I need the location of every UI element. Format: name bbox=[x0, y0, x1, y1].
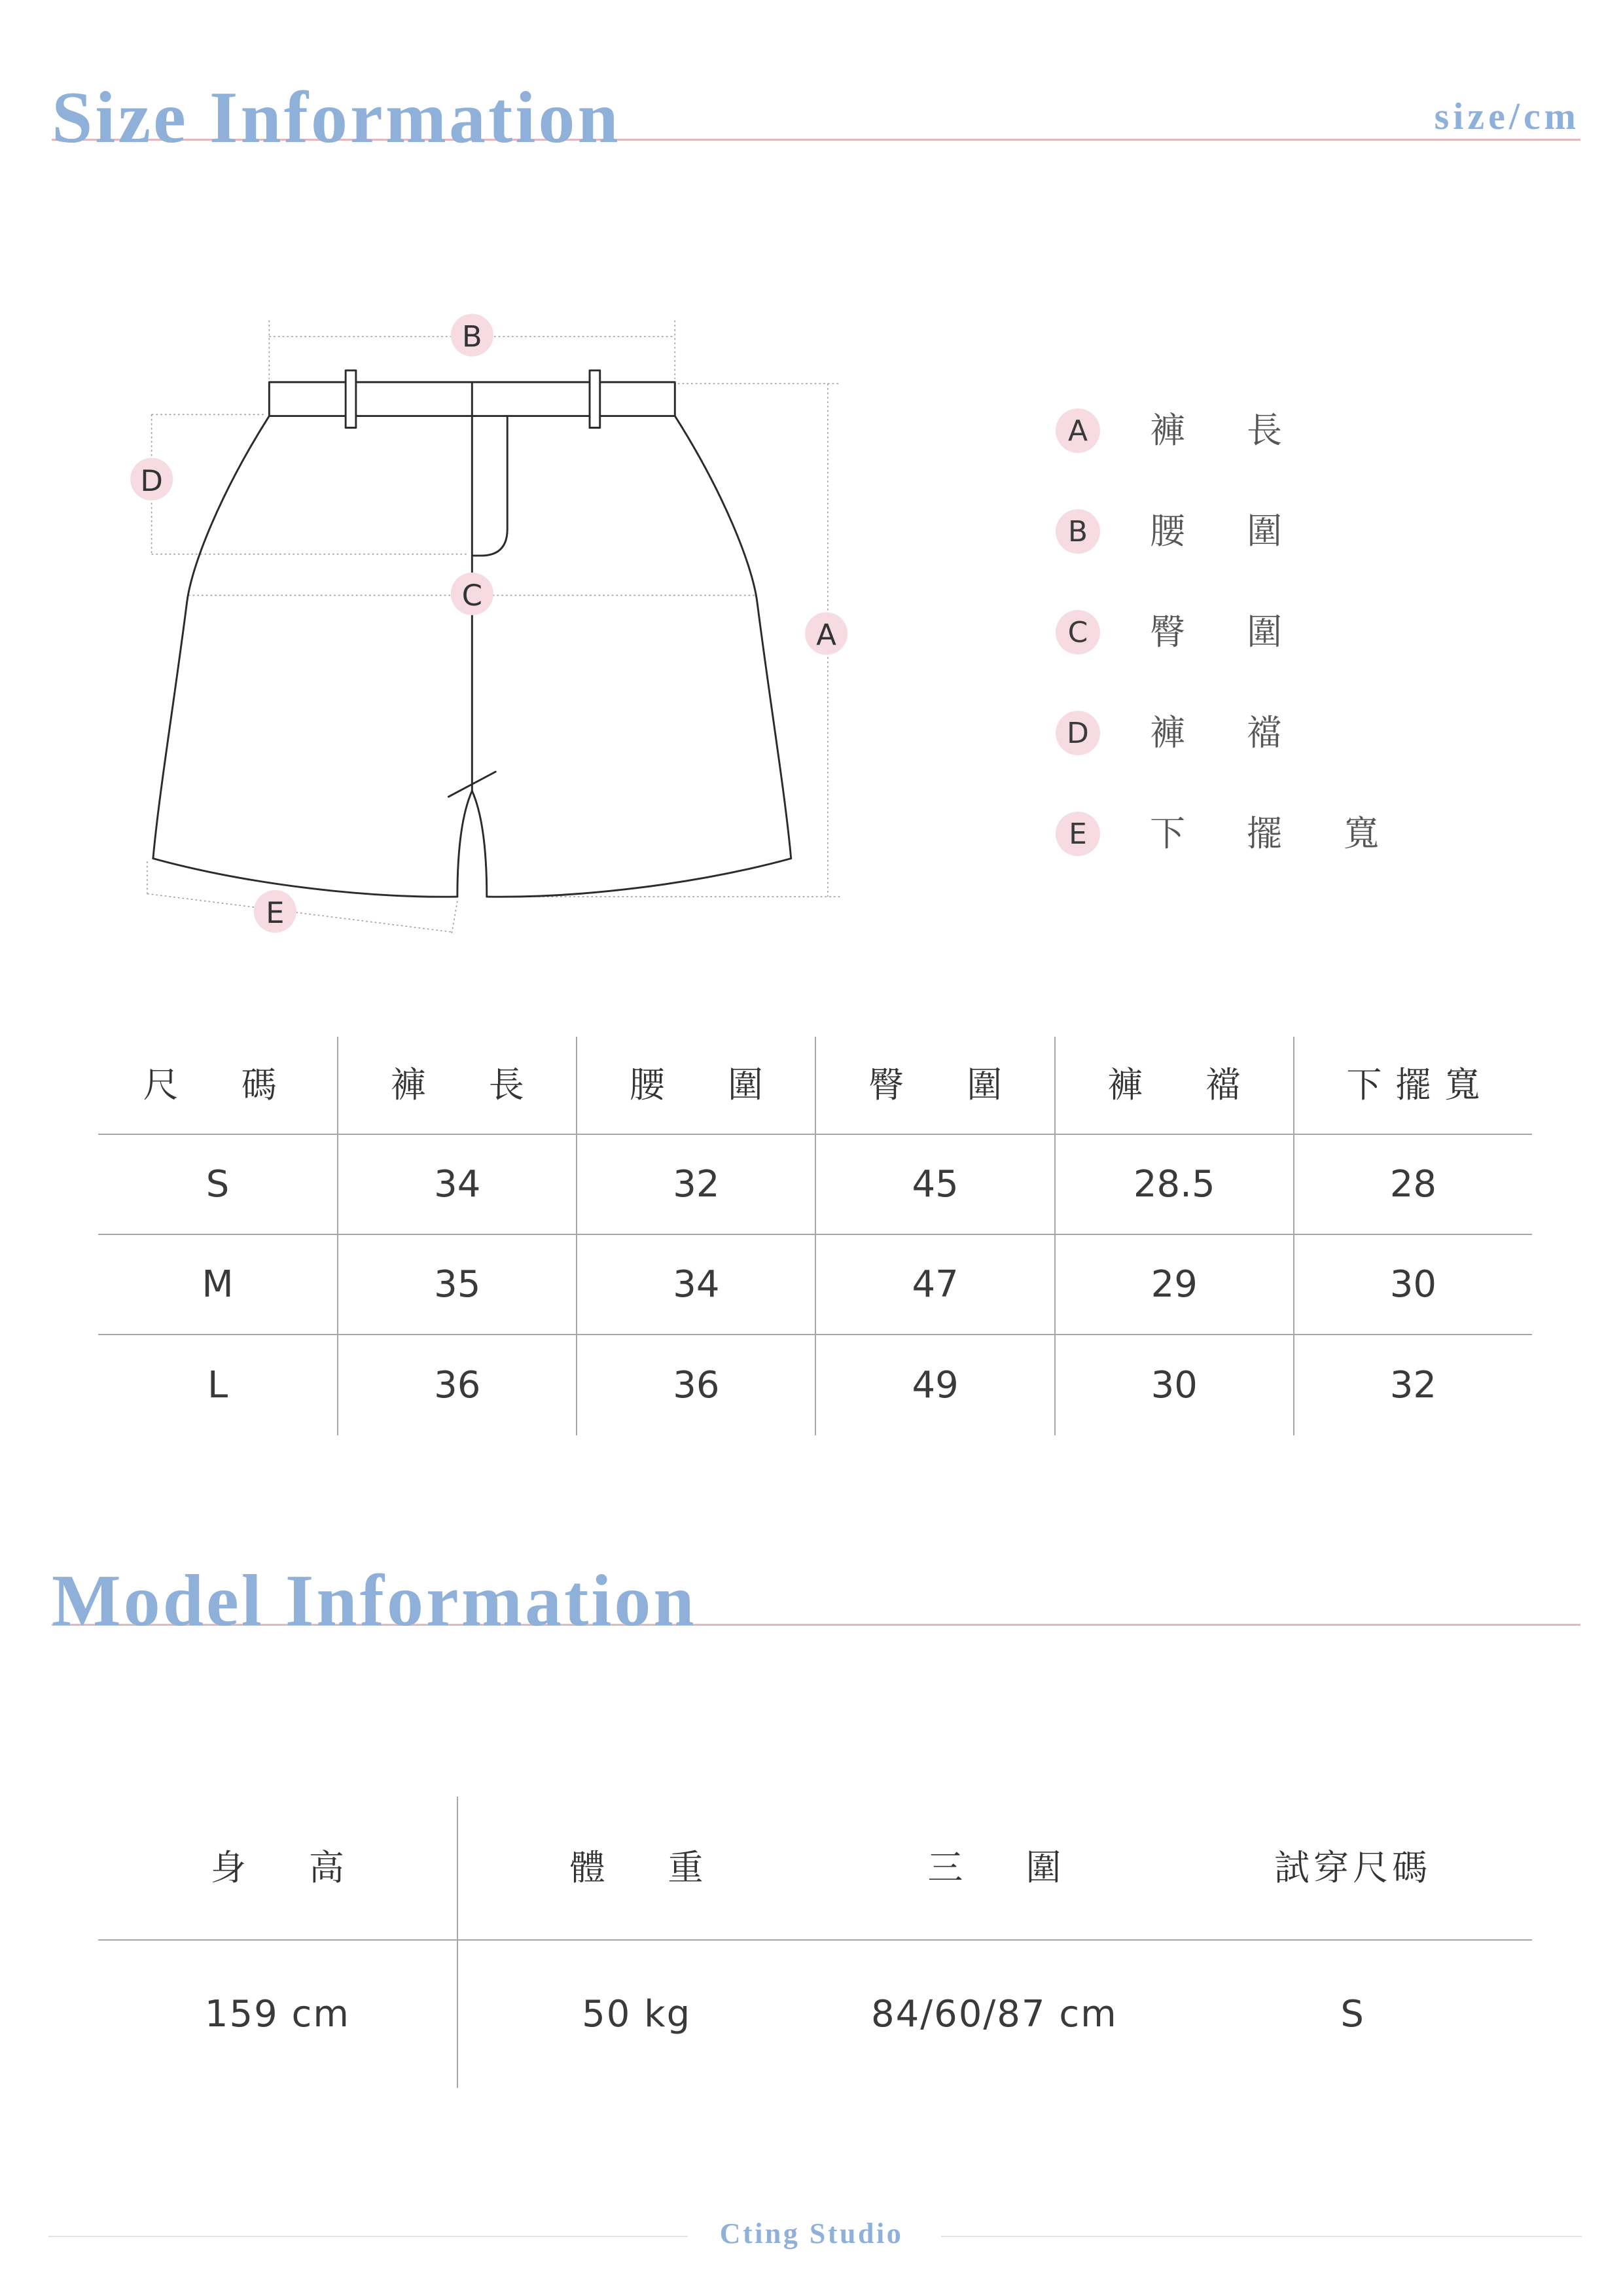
label-char: 襠 bbox=[1205, 1064, 1241, 1105]
size-unit-label: size/cm bbox=[1434, 95, 1580, 137]
label-char: 高 bbox=[308, 1847, 344, 1888]
shorts-measurement-diagram bbox=[118, 294, 882, 956]
label-char: 尺 bbox=[143, 1064, 179, 1105]
header-cell-waist bbox=[576, 1037, 815, 1134]
label-char: 圍 bbox=[1026, 1847, 1061, 1888]
label-char: 擺 bbox=[1395, 1064, 1431, 1105]
guide-d-rise bbox=[152, 414, 469, 554]
label-char: 襠 bbox=[1247, 712, 1282, 753]
table-cell: 29 bbox=[1054, 1235, 1293, 1334]
table-cell: 34 bbox=[337, 1135, 576, 1234]
fly-stitch bbox=[472, 416, 507, 556]
label-char: 寬 bbox=[1444, 1064, 1480, 1105]
table-cell: 47 bbox=[815, 1235, 1054, 1334]
right-side-seam bbox=[675, 416, 791, 859]
table-cell: 28 bbox=[1293, 1135, 1532, 1234]
legend-label bbox=[1150, 610, 1282, 655]
model-height-value: 159 cm bbox=[204, 1992, 350, 2036]
belt-loop-right bbox=[590, 370, 600, 428]
table-cell: 36 bbox=[576, 1335, 815, 1435]
diagram-markers bbox=[130, 314, 847, 933]
header-label bbox=[1346, 1066, 1480, 1105]
legend-item-e bbox=[1056, 812, 1379, 856]
diagram-marker-e bbox=[254, 890, 296, 933]
table-cell: 30 bbox=[1293, 1235, 1532, 1334]
table-row bbox=[98, 1135, 1532, 1235]
size-table-header-row bbox=[98, 1037, 1532, 1135]
label-char: 體 bbox=[569, 1847, 605, 1888]
legend-marker: D bbox=[1056, 711, 1100, 755]
label-char: 碼 bbox=[241, 1064, 277, 1105]
size-information-title: Size Information bbox=[52, 77, 621, 158]
label-char: 身 bbox=[210, 1847, 246, 1888]
table-cell: 45 bbox=[815, 1135, 1054, 1234]
table-cell-size: M bbox=[202, 1263, 234, 1306]
header-cell-height bbox=[98, 1797, 457, 1939]
label-char: 重 bbox=[668, 1847, 704, 1888]
diagram-marker-b bbox=[451, 314, 493, 356]
label-char: 褲 bbox=[390, 1064, 426, 1105]
legend-item-a bbox=[1056, 408, 1379, 453]
table-cell-size: S bbox=[205, 1162, 230, 1206]
legend-marker: B bbox=[1056, 509, 1100, 554]
header-label bbox=[570, 1848, 704, 1888]
left-hem bbox=[153, 859, 457, 897]
diagram-marker-c bbox=[451, 573, 493, 615]
table-cell: 32 bbox=[576, 1135, 815, 1234]
legend-label bbox=[1150, 812, 1379, 856]
model-size-value: S bbox=[1340, 1992, 1365, 2036]
label-char: 褲 bbox=[1150, 410, 1185, 451]
footer-brand: Cting Studio bbox=[719, 2217, 904, 2250]
guide-a-length bbox=[490, 384, 841, 897]
label-char: 下 bbox=[1346, 1064, 1382, 1105]
legend-label bbox=[1150, 509, 1282, 554]
label-char: 擺 bbox=[1247, 813, 1282, 854]
header-label bbox=[143, 1066, 277, 1105]
legend-item-d bbox=[1056, 711, 1379, 755]
header-cell-hem bbox=[1293, 1037, 1532, 1134]
shorts-outline bbox=[153, 370, 791, 897]
measurement-guides bbox=[147, 321, 841, 935]
legend-label bbox=[1150, 408, 1282, 453]
header-label bbox=[211, 1848, 344, 1888]
header-label: 試穿尺碼 bbox=[1274, 1847, 1432, 1888]
guide-e-hem bbox=[147, 861, 457, 935]
header-cell-measurements bbox=[815, 1797, 1174, 1939]
legend-marker: C bbox=[1056, 610, 1100, 655]
legend-item-b bbox=[1056, 509, 1379, 554]
measurement-legend bbox=[1056, 408, 1379, 856]
header-cell-hip bbox=[815, 1037, 1054, 1134]
size-table bbox=[98, 1037, 1532, 1435]
label-char: 褲 bbox=[1150, 712, 1185, 753]
diagram-marker-a bbox=[805, 612, 847, 655]
label-char: 圍 bbox=[967, 1064, 1003, 1105]
belt-loop-left bbox=[346, 370, 356, 428]
header-cell-size bbox=[98, 1037, 337, 1134]
model-table-row bbox=[98, 1941, 1532, 2088]
table-cell: 34 bbox=[576, 1235, 815, 1334]
header-cell-fitting-size bbox=[1173, 1797, 1532, 1939]
table-cell: 36 bbox=[337, 1335, 576, 1435]
table-cell: 35 bbox=[337, 1235, 576, 1334]
table-cell: 30 bbox=[1054, 1335, 1293, 1435]
marker-letter: D bbox=[140, 463, 163, 498]
model-weight-value: 50 kg bbox=[457, 1941, 815, 2088]
label-char: 圍 bbox=[1247, 511, 1282, 552]
label-char: 長 bbox=[488, 1064, 524, 1105]
diagram-marker-d bbox=[130, 458, 173, 501]
label-char: 寬 bbox=[1344, 813, 1379, 854]
table-cell-size: L bbox=[207, 1363, 228, 1407]
table-cell: 28.5 bbox=[1054, 1135, 1293, 1234]
header-label bbox=[868, 1066, 1002, 1105]
model-table bbox=[98, 1797, 1532, 2088]
legend-label bbox=[1150, 711, 1282, 755]
left-inseam bbox=[457, 791, 472, 897]
label-char: 臀 bbox=[868, 1064, 904, 1105]
table-cell: 49 bbox=[815, 1335, 1054, 1435]
legend-item-c bbox=[1056, 610, 1379, 655]
label-char: 三 bbox=[927, 1847, 963, 1888]
label-char: 長 bbox=[1247, 410, 1282, 451]
table-row bbox=[98, 1235, 1532, 1335]
label-char: 圍 bbox=[1247, 611, 1282, 653]
header-label bbox=[927, 1848, 1061, 1888]
header-cell-rise bbox=[1054, 1037, 1293, 1134]
legend-marker: E bbox=[1056, 812, 1100, 856]
model-information-title: Model Information bbox=[52, 1560, 697, 1641]
right-inseam bbox=[472, 791, 486, 897]
marker-letter: C bbox=[461, 578, 483, 613]
label-char: 臀 bbox=[1150, 611, 1185, 653]
label-char: 腰 bbox=[1150, 511, 1185, 552]
label-char: 下 bbox=[1150, 813, 1185, 854]
marker-letter: E bbox=[266, 895, 285, 931]
label-char: 腰 bbox=[629, 1064, 665, 1105]
legend-marker: A bbox=[1056, 408, 1100, 453]
right-hem bbox=[487, 859, 791, 897]
model-measurements-value: 84/60/87 cm bbox=[871, 1992, 1118, 2036]
header-label bbox=[1107, 1066, 1241, 1105]
header-label bbox=[630, 1066, 763, 1105]
header-label bbox=[391, 1066, 524, 1105]
header-cell-weight bbox=[457, 1797, 815, 1939]
table-cell: 32 bbox=[1293, 1335, 1532, 1435]
label-char: 褲 bbox=[1107, 1064, 1143, 1105]
label-char: 圍 bbox=[727, 1064, 763, 1105]
table-row bbox=[98, 1335, 1532, 1435]
marker-letter: B bbox=[461, 319, 482, 354]
model-table-header-row bbox=[98, 1797, 1532, 1941]
marker-letter: A bbox=[816, 617, 837, 653]
header-cell-length bbox=[337, 1037, 576, 1134]
